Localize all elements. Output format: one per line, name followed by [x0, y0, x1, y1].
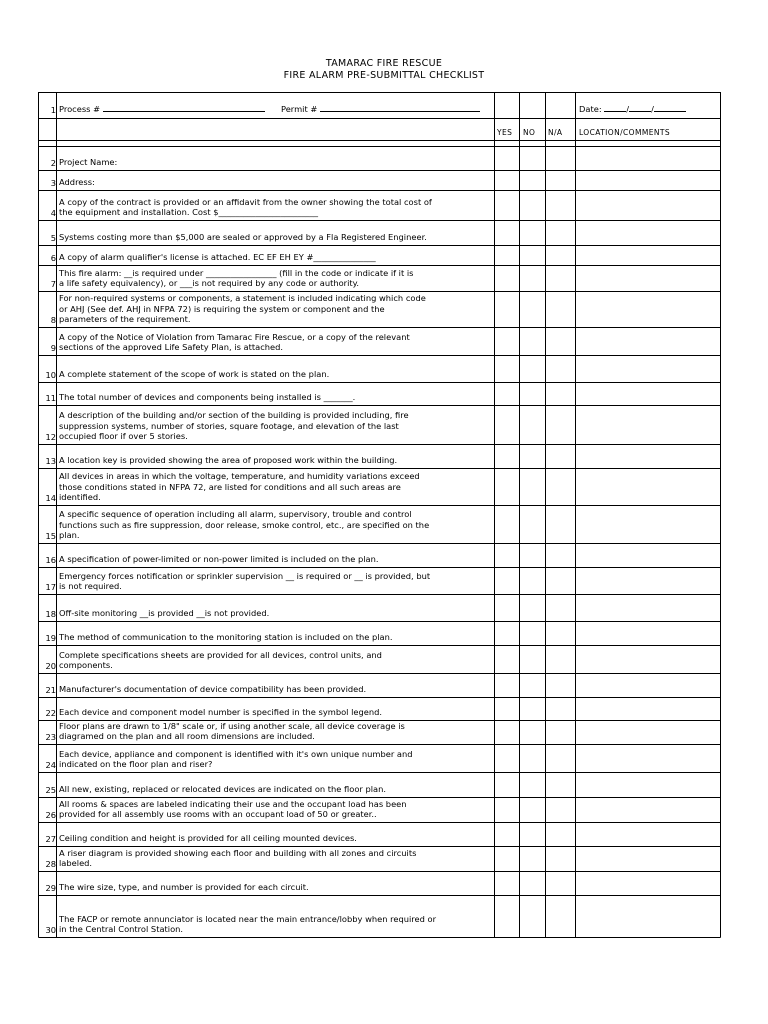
comments-cell[interactable] — [576, 674, 720, 697]
no-cell[interactable] — [520, 698, 545, 720]
no-cell[interactable] — [520, 798, 545, 822]
checklist-item-text: The FACP or remote annunciator is located near the main entrance/lobby when required or in the Central Control Station. — [59, 913, 436, 935]
item-number: 16 — [45, 555, 56, 565]
na-cell[interactable] — [546, 445, 575, 468]
comments-cell[interactable] — [576, 544, 720, 567]
date-year-line[interactable] — [654, 103, 686, 112]
comments-cell[interactable] — [576, 798, 720, 822]
yes-cell[interactable] — [495, 847, 519, 871]
na-cell[interactable] — [546, 568, 575, 594]
form-subtitle: FIRE ALARM PRE-SUBMITTAL CHECKLIST — [283, 70, 485, 81]
checklist-item-text: Off-site monitoring __is provided __is not provided. — [59, 608, 270, 619]
item-number: 10 — [45, 370, 56, 380]
yes-cell[interactable] — [495, 745, 519, 772]
no-cell[interactable] — [520, 406, 545, 444]
no-cell[interactable] — [520, 622, 545, 645]
no-cell[interactable] — [520, 221, 545, 245]
no-cell[interactable] — [520, 568, 545, 594]
no-cell[interactable] — [520, 721, 545, 744]
item-number: 9 — [50, 343, 56, 353]
form-title: TAMARAC FIRE RESCUE — [325, 58, 443, 69]
yes-cell[interactable] — [495, 221, 519, 245]
na-cell[interactable] — [546, 191, 575, 220]
yes-cell[interactable] — [495, 568, 519, 594]
comments-cell[interactable] — [576, 266, 720, 291]
item-number: 4 — [50, 208, 56, 218]
comments-cell[interactable] — [576, 246, 720, 265]
checklist-item-text: Floor plans are drawn to 1/8" scale or, if using another scale, all device coverage is diagramed on the plan and all room dimensions are included. — [59, 720, 405, 742]
na-cell[interactable] — [546, 798, 575, 822]
item-number: 23 — [45, 732, 56, 742]
no-cell[interactable] — [520, 191, 545, 220]
checklist-item-text: A copy of the contract is provided or an affidavit from the owner showing the total cost of the equipment and installation. Cost $________________________ — [59, 196, 432, 218]
comments-cell[interactable] — [576, 595, 720, 621]
checklist-item-text: Project Name: — [59, 157, 118, 168]
yes-cell[interactable] — [495, 171, 519, 190]
yes-cell[interactable] — [495, 896, 519, 937]
item-number: 22 — [45, 708, 56, 718]
comments-cell[interactable] — [576, 646, 720, 673]
na-cell[interactable] — [546, 595, 575, 621]
checklist-item-text: A copy of the Notice of Violation from Tamarac Fire Rescue, or a copy of the relevant sections of the approved Life Safety Plan, is attached. — [59, 331, 410, 353]
comments-cell[interactable] — [576, 171, 720, 190]
permit-label: Permit # — [281, 104, 318, 114]
item-number: 21 — [45, 685, 56, 695]
yes-cell[interactable] — [495, 544, 519, 567]
yes-cell[interactable] — [495, 147, 519, 170]
no-cell[interactable] — [520, 674, 545, 697]
no-cell[interactable] — [520, 356, 545, 382]
item-number: 11 — [45, 393, 56, 403]
checklist-item-text: The wire size, type, and number is provided for each circuit. — [59, 882, 309, 893]
yes-cell[interactable] — [495, 823, 519, 846]
comments-cell[interactable] — [576, 872, 720, 895]
checklist-item-text: Each device, appliance and component is identified with it's own unique number and indicated on the floor plan and riser? — [59, 748, 413, 770]
yes-cell[interactable] — [495, 445, 519, 468]
no-cell[interactable] — [520, 847, 545, 871]
na-cell[interactable] — [546, 745, 575, 772]
item-number: 12 — [45, 432, 56, 442]
item-number: 14 — [45, 493, 56, 503]
checklist-item-text: Each device and component model number is specified in the symbol legend. — [59, 707, 383, 718]
na-cell[interactable] — [546, 147, 575, 170]
yes-cell[interactable] — [495, 721, 519, 744]
date-day-line[interactable] — [629, 103, 651, 112]
yes-cell[interactable] — [495, 646, 519, 673]
no-cell[interactable] — [520, 328, 545, 355]
yes-cell[interactable] — [495, 356, 519, 382]
item-number: 6 — [50, 253, 56, 263]
checklist-item-text: This fire alarm: __is required under _________________ (fill in the code or indicate if it is a life safety equivalency), or ___is not required by any code or authority. — [59, 267, 414, 289]
na-cell[interactable] — [546, 721, 575, 744]
no-cell[interactable] — [520, 469, 545, 505]
no-cell[interactable] — [520, 445, 545, 468]
comments-cell[interactable] — [576, 698, 720, 720]
yes-cell[interactable] — [495, 595, 519, 621]
no-cell[interactable] — [520, 383, 545, 405]
na-cell[interactable] — [546, 469, 575, 505]
comments-cell[interactable] — [576, 383, 720, 405]
permit-field[interactable] — [281, 103, 480, 114]
checklist-item-text: Systems costing more than $5,000 are sealed or approved by a Fla Registered Engineer. — [59, 232, 427, 243]
comments-cell[interactable] — [576, 445, 720, 468]
permit-input-line[interactable] — [320, 103, 480, 112]
no-cell[interactable] — [520, 266, 545, 291]
no-cell[interactable] — [520, 171, 545, 190]
comments-cell[interactable] — [576, 506, 720, 543]
checklist-item-text: A specification of power-limited or non-power limited is included on the plan. — [59, 554, 379, 565]
column-header-yes: YES — [497, 128, 513, 137]
checklist-item-text: The method of communication to the monitoring station is included on the plan. — [59, 632, 393, 643]
item-number: 25 — [45, 785, 56, 795]
checklist-item-text: Manufacturer's documentation of device compatibility has been provided. — [59, 684, 367, 695]
item-number: 29 — [45, 883, 56, 893]
comments-cell[interactable] — [576, 469, 720, 505]
item-number: 5 — [50, 233, 56, 243]
comments-cell[interactable] — [576, 823, 720, 846]
na-cell[interactable] — [546, 506, 575, 543]
na-cell[interactable] — [546, 328, 575, 355]
no-cell[interactable] — [520, 246, 545, 265]
comments-cell[interactable] — [576, 847, 720, 871]
item-number: 8 — [50, 315, 56, 325]
comments-cell[interactable] — [576, 721, 720, 744]
item-number: 7 — [50, 279, 56, 289]
yes-cell[interactable] — [495, 469, 519, 505]
yes-cell[interactable] — [495, 246, 519, 265]
item-number: 18 — [45, 609, 56, 619]
item-number: 2 — [50, 158, 56, 168]
item-number: 17 — [45, 582, 56, 592]
yes-cell[interactable] — [495, 191, 519, 220]
checklist-item-text: All new, existing, replaced or relocated devices are indicated on the floor plan. — [59, 784, 387, 795]
comments-cell[interactable] — [576, 622, 720, 645]
date-separator: / — [626, 104, 630, 114]
yes-cell[interactable] — [495, 872, 519, 895]
no-cell[interactable] — [520, 646, 545, 673]
yes-cell[interactable] — [495, 798, 519, 822]
na-cell[interactable] — [546, 773, 575, 797]
no-cell[interactable] — [520, 745, 545, 772]
no-cell[interactable] — [520, 823, 545, 846]
item-number: 15 — [45, 531, 56, 541]
comments-cell[interactable] — [576, 773, 720, 797]
na-cell[interactable] — [546, 823, 575, 846]
na-cell[interactable] — [546, 674, 575, 697]
no-cell[interactable] — [520, 544, 545, 567]
no-cell[interactable] — [520, 896, 545, 937]
na-cell[interactable] — [546, 246, 575, 265]
na-cell[interactable] — [546, 622, 575, 645]
na-cell[interactable] — [546, 698, 575, 720]
na-cell[interactable] — [546, 544, 575, 567]
checklist-item-text: The total number of devices and components being installed is _______. — [59, 392, 356, 403]
no-cell[interactable] — [520, 595, 545, 621]
na-cell[interactable] — [546, 406, 575, 444]
comments-cell[interactable] — [576, 406, 720, 444]
comments-cell[interactable] — [576, 745, 720, 772]
no-cell[interactable] — [520, 292, 545, 327]
checklist-item-text: A complete statement of the scope of work is stated on the plan. — [59, 369, 330, 380]
process-input-line[interactable] — [103, 103, 265, 112]
na-cell[interactable] — [546, 266, 575, 291]
row-number: 1 — [50, 105, 56, 115]
item-number: 20 — [45, 661, 56, 671]
comments-cell[interactable] — [576, 896, 720, 937]
column-header-comments: LOCATION/COMMENTS — [579, 128, 671, 137]
checklist-item-text: Complete specifications sheets are provided for all devices, control units, and components. — [59, 649, 382, 671]
yes-cell[interactable] — [495, 506, 519, 543]
checklist-item-text: Address: — [59, 177, 95, 188]
date-month-line[interactable] — [604, 103, 626, 112]
item-number: 26 — [45, 810, 56, 820]
date-separator: / — [651, 104, 654, 114]
yes-cell[interactable] — [495, 773, 519, 797]
yes-cell[interactable] — [495, 698, 519, 720]
no-cell[interactable] — [520, 506, 545, 543]
no-cell[interactable] — [520, 773, 545, 797]
checklist-item-text: For non-required systems or components, a statement is included indicating which code or AHJ (See def. AHJ in NFPA 72) is requiring the system or component and the parameters of the requirement. — [59, 293, 426, 325]
yes-cell[interactable] — [495, 674, 519, 697]
na-cell[interactable] — [546, 356, 575, 382]
na-cell[interactable] — [546, 292, 575, 327]
na-cell[interactable] — [546, 171, 575, 190]
checklist-item-text: Ceiling condition and height is provided for all ceiling mounted devices. — [59, 833, 357, 844]
date-field[interactable] — [579, 103, 686, 114]
na-cell[interactable] — [546, 383, 575, 405]
checklist-item-text: All rooms & spaces are labeled indicating their use and the occupant load has been provided for all assembly use rooms with an occupant load of 50 or greater.. — [59, 798, 407, 820]
yes-cell[interactable] — [495, 622, 519, 645]
item-number: 30 — [45, 925, 56, 935]
checklist-item-text: All devices in areas in which the voltage, temperature, and humidity variations exceed those conditions stated in NFPA 72, are listed for conditions and all such areas are identified. — [59, 471, 420, 503]
item-number: 3 — [50, 178, 56, 188]
comments-cell[interactable] — [576, 292, 720, 327]
item-number: 13 — [45, 456, 56, 466]
checklist-item-text: A specific sequence of operation including all alarm, supervisory, trouble and control functions such as fire suppression, door release, smoke control, etc., are specified on the plan. — [59, 509, 430, 541]
item-number: 28 — [45, 859, 56, 869]
comments-cell[interactable] — [576, 221, 720, 245]
checklist-item-text: A description of the building and/or section of the building is provided including, fire suppression systems, number of stories, square footage, and elevation of the last occupied floor if over 5 stories. — [59, 410, 409, 442]
process-field[interactable] — [59, 103, 265, 114]
no-cell[interactable] — [520, 147, 545, 170]
comments-cell[interactable] — [576, 191, 720, 220]
comments-cell[interactable] — [576, 147, 720, 170]
checklist-item-text: Emergency forces notification or sprinkler supervision __ is required or __ is provided, but is not required. — [59, 570, 431, 592]
item-number: 19 — [45, 633, 56, 643]
na-cell[interactable] — [546, 896, 575, 937]
process-label: Process # — [59, 104, 101, 114]
checklist-item-text: A copy of alarm qualifier's license is attached. EC EF EH EY #_______________ — [59, 252, 376, 263]
column-header-na: N/A — [548, 128, 563, 137]
na-cell[interactable] — [546, 847, 575, 871]
column-header-no: NO — [523, 128, 536, 137]
comments-cell[interactable] — [576, 328, 720, 355]
yes-cell[interactable] — [495, 383, 519, 405]
checklist-item-text: A location key is provided showing the area of proposed work within the building. — [59, 455, 398, 466]
no-cell[interactable] — [520, 872, 545, 895]
comments-cell[interactable] — [576, 568, 720, 594]
item-number: 27 — [45, 834, 56, 844]
checklist-item-text: A riser diagram is provided showing each floor and building with all zones and circuits labeled. — [59, 847, 417, 869]
yes-cell[interactable] — [495, 406, 519, 444]
na-cell[interactable] — [546, 646, 575, 673]
item-number: 24 — [45, 760, 56, 770]
yes-cell[interactable] — [495, 292, 519, 327]
date-label: Date: — [579, 104, 602, 114]
yes-cell[interactable] — [495, 266, 519, 291]
na-cell[interactable] — [546, 221, 575, 245]
na-cell[interactable] — [546, 872, 575, 895]
comments-cell[interactable] — [576, 356, 720, 382]
yes-cell[interactable] — [495, 328, 519, 355]
